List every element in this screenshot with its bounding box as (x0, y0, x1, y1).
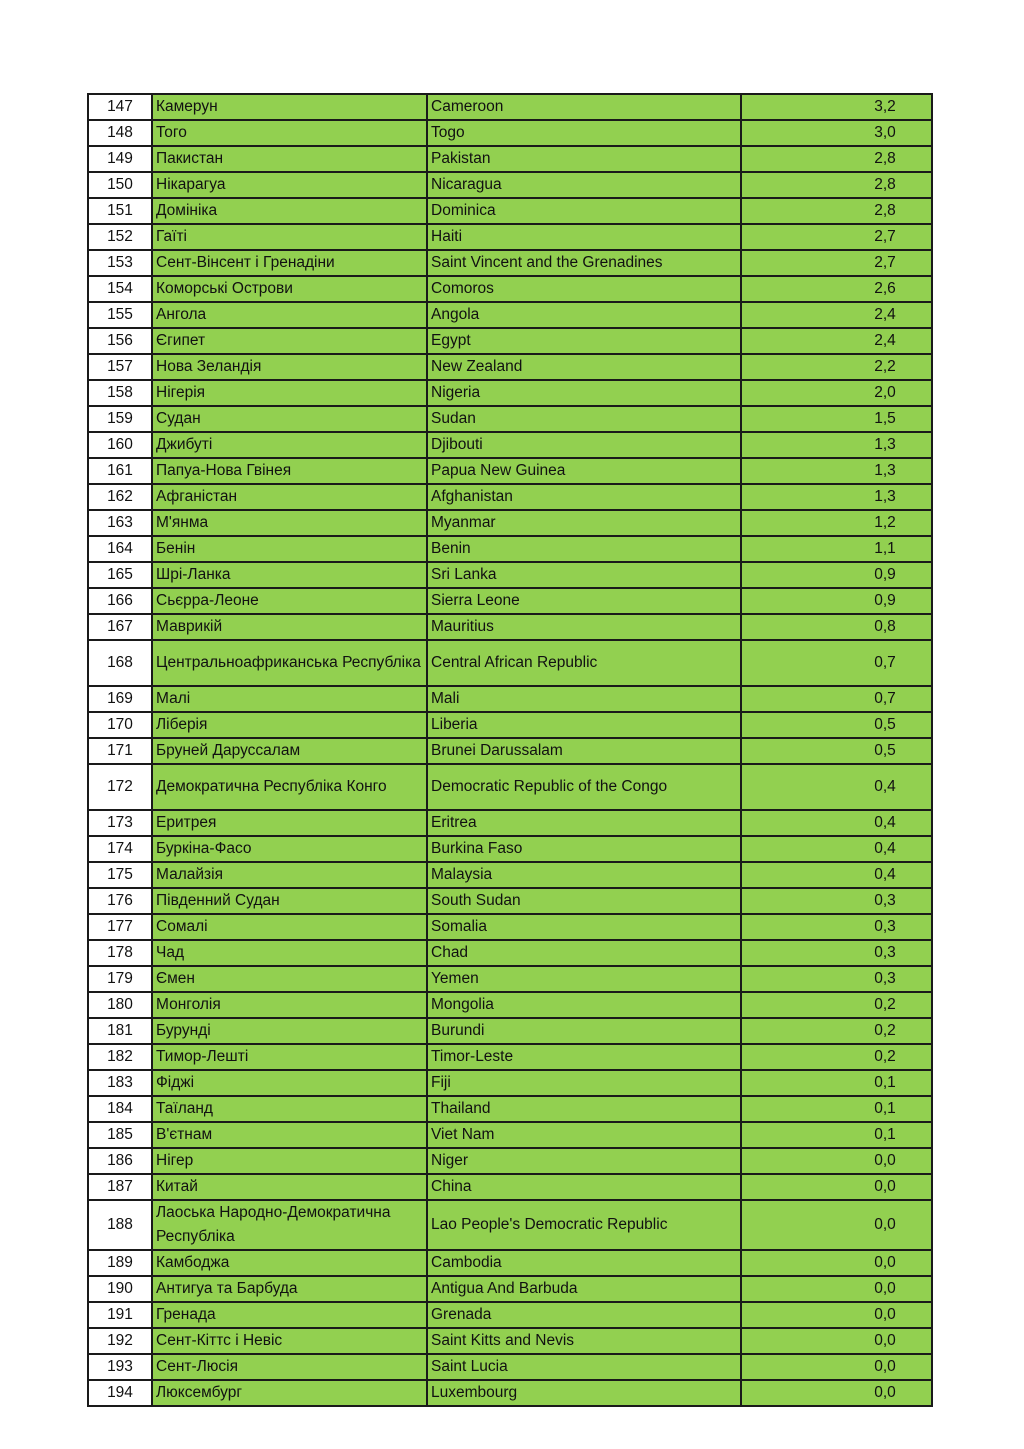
table-row (88, 380, 932, 406)
rank-cell: 184 (88, 1096, 152, 1122)
country-name-ua-cell: Центральноафриканська Республіка (152, 640, 427, 686)
value-cell: 1,5 (741, 406, 932, 432)
table-row (88, 1148, 932, 1174)
country-name-en-cell: Sri Lanka (427, 562, 741, 588)
value-cell: 3,0 (741, 120, 932, 146)
country-name-ua-cell: Сент-Кіттс і Невіс (152, 1328, 427, 1354)
table-row (88, 484, 932, 510)
country-name-en-cell: Myanmar (427, 510, 741, 536)
value-cell: 0,9 (741, 562, 932, 588)
rank-cell: 155 (88, 302, 152, 328)
country-name-en-cell: Mauritius (427, 614, 741, 640)
country-name-en-cell: Saint Lucia (427, 1354, 741, 1380)
value-cell: 2,8 (741, 172, 932, 198)
country-name-en-cell: Burkina Faso (427, 836, 741, 862)
rank-cell: 153 (88, 250, 152, 276)
table-row (88, 458, 932, 484)
table-row (88, 120, 932, 146)
country-name-ua-cell: Монголія (152, 992, 427, 1018)
value-cell: 0,0 (741, 1200, 932, 1250)
table-row (88, 1122, 932, 1148)
country-name-ua-cell: Шрі-Ланка (152, 562, 427, 588)
country-name-en-cell: Benin (427, 536, 741, 562)
rank-cell: 154 (88, 276, 152, 302)
rank-cell: 157 (88, 354, 152, 380)
rank-cell: 151 (88, 198, 152, 224)
value-cell: 2,2 (741, 354, 932, 380)
country-name-en-cell: Democratic Republic of the Congo (427, 764, 741, 810)
value-cell: 0,5 (741, 738, 932, 764)
value-cell: 1,3 (741, 458, 932, 484)
table-row (88, 862, 932, 888)
country-name-ua-cell: Гренада (152, 1302, 427, 1328)
country-name-ua-cell: Еритрея (152, 810, 427, 836)
rank-cell: 150 (88, 172, 152, 198)
value-cell: 1,2 (741, 510, 932, 536)
table-row (88, 686, 932, 712)
table-row (88, 588, 932, 614)
country-name-en-cell: Viet Nam (427, 1122, 741, 1148)
country-name-ua-cell: Китай (152, 1174, 427, 1200)
rank-cell: 192 (88, 1328, 152, 1354)
country-name-en-cell: Haiti (427, 224, 741, 250)
country-name-en-cell: China (427, 1174, 741, 1200)
country-name-en-cell: Nicaragua (427, 172, 741, 198)
country-name-en-cell: Djibouti (427, 432, 741, 458)
country-name-en-cell: Comoros (427, 276, 741, 302)
table-row (88, 1200, 932, 1250)
table-row (88, 1380, 932, 1406)
country-name-ua-cell: Афганістан (152, 484, 427, 510)
table-row (88, 536, 932, 562)
value-cell: 0,3 (741, 966, 932, 992)
country-name-ua-cell: Ємен (152, 966, 427, 992)
value-cell: 1,1 (741, 536, 932, 562)
rank-cell: 188 (88, 1200, 152, 1250)
country-name-en-cell: Brunei Darussalam (427, 738, 741, 764)
table-row (88, 1302, 932, 1328)
country-name-ua-cell: Сьєрра-Леоне (152, 588, 427, 614)
value-cell: 2,4 (741, 302, 932, 328)
value-cell: 0,1 (741, 1096, 932, 1122)
table-row (88, 354, 932, 380)
table-body (88, 94, 932, 1406)
country-name-ua-cell: М'янма (152, 510, 427, 536)
table-row (88, 836, 932, 862)
rank-cell: 152 (88, 224, 152, 250)
table-row (88, 1044, 932, 1070)
value-cell: 0,2 (741, 992, 932, 1018)
rank-cell: 175 (88, 862, 152, 888)
country-name-en-cell: Grenada (427, 1302, 741, 1328)
value-cell: 0,9 (741, 588, 932, 614)
country-name-en-cell: Malaysia (427, 862, 741, 888)
table-row (88, 940, 932, 966)
table-row (88, 432, 932, 458)
table-row (88, 1328, 932, 1354)
value-cell: 0,4 (741, 810, 932, 836)
country-name-en-cell: Mongolia (427, 992, 741, 1018)
value-cell: 2,4 (741, 328, 932, 354)
country-name-ua-cell: Нікарагуа (152, 172, 427, 198)
table-row (88, 172, 932, 198)
country-name-en-cell: Togo (427, 120, 741, 146)
country-name-ua-cell: Нова Зеландія (152, 354, 427, 380)
country-name-en-cell: Egypt (427, 328, 741, 354)
rank-cell: 193 (88, 1354, 152, 1380)
value-cell: 0,7 (741, 686, 932, 712)
value-cell: 0,3 (741, 940, 932, 966)
value-cell: 3,2 (741, 94, 932, 120)
country-name-en-cell: Lao People's Democratic Republic (427, 1200, 741, 1250)
table-row (88, 1174, 932, 1200)
value-cell: 0,0 (741, 1302, 932, 1328)
table-row (88, 764, 932, 810)
country-name-ua-cell: Домініка (152, 198, 427, 224)
country-name-ua-cell: Гаїті (152, 224, 427, 250)
value-cell: 0,4 (741, 862, 932, 888)
country-name-ua-cell: Маврикій (152, 614, 427, 640)
country-name-ua-cell: Коморські Острови (152, 276, 427, 302)
value-cell: 0,4 (741, 836, 932, 862)
country-name-en-cell: Angola (427, 302, 741, 328)
rank-cell: 169 (88, 686, 152, 712)
table-row (88, 1096, 932, 1122)
table-row (88, 1276, 932, 1302)
table-row (88, 738, 932, 764)
rank-cell: 147 (88, 94, 152, 120)
country-name-en-cell: Cambodia (427, 1250, 741, 1276)
rank-cell: 182 (88, 1044, 152, 1070)
rank-cell: 176 (88, 888, 152, 914)
country-name-ua-cell: Сент-Вінсент і Гренадіни (152, 250, 427, 276)
country-name-en-cell: Chad (427, 940, 741, 966)
rank-cell: 173 (88, 810, 152, 836)
rank-cell: 177 (88, 914, 152, 940)
value-cell: 0,0 (741, 1328, 932, 1354)
rank-cell: 171 (88, 738, 152, 764)
rank-cell: 168 (88, 640, 152, 686)
table-row (88, 712, 932, 738)
rank-cell: 181 (88, 1018, 152, 1044)
country-name-en-cell: Thailand (427, 1096, 741, 1122)
country-name-ua-cell: Бурунді (152, 1018, 427, 1044)
country-name-ua-cell: Фіджі (152, 1070, 427, 1096)
table-row (88, 302, 932, 328)
country-name-en-cell: Sierra Leone (427, 588, 741, 614)
country-name-en-cell: Burundi (427, 1018, 741, 1044)
rank-cell: 156 (88, 328, 152, 354)
rank-cell: 189 (88, 1250, 152, 1276)
value-cell: 2,8 (741, 198, 932, 224)
rank-cell: 190 (88, 1276, 152, 1302)
value-cell: 0,0 (741, 1276, 932, 1302)
country-name-en-cell: Timor-Leste (427, 1044, 741, 1070)
country-name-en-cell: Liberia (427, 712, 741, 738)
rank-cell: 167 (88, 614, 152, 640)
country-name-en-cell: Pakistan (427, 146, 741, 172)
rank-cell: 149 (88, 146, 152, 172)
table-row (88, 94, 932, 120)
country-name-ua-cell: Чад (152, 940, 427, 966)
value-cell: 1,3 (741, 484, 932, 510)
country-name-ua-cell: Того (152, 120, 427, 146)
country-name-en-cell: Niger (427, 1148, 741, 1174)
rank-cell: 160 (88, 432, 152, 458)
value-cell: 2,0 (741, 380, 932, 406)
rank-cell: 194 (88, 1380, 152, 1406)
country-name-en-cell: Dominica (427, 198, 741, 224)
table-row (88, 250, 932, 276)
table-row (88, 1354, 932, 1380)
rank-cell: 161 (88, 458, 152, 484)
value-cell: 0,3 (741, 888, 932, 914)
country-name-ua-cell: Сомалі (152, 914, 427, 940)
country-name-ua-cell: Пакистан (152, 146, 427, 172)
rank-cell: 166 (88, 588, 152, 614)
rank-cell: 163 (88, 510, 152, 536)
rank-cell: 187 (88, 1174, 152, 1200)
table-row (88, 510, 932, 536)
rank-cell: 191 (88, 1302, 152, 1328)
country-name-ua-cell: Камерун (152, 94, 427, 120)
table-row (88, 914, 932, 940)
country-name-en-cell: Antigua And Barbuda (427, 1276, 741, 1302)
country-name-en-cell: Yemen (427, 966, 741, 992)
value-cell: 0,0 (741, 1148, 932, 1174)
table-row (88, 198, 932, 224)
country-name-ua-cell: Малайзія (152, 862, 427, 888)
country-name-ua-cell: Нігер (152, 1148, 427, 1174)
value-cell: 2,8 (741, 146, 932, 172)
country-name-ua-cell: Тимор-Лешті (152, 1044, 427, 1070)
value-cell: 0,4 (741, 764, 932, 810)
country-name-en-cell: Central African Republic (427, 640, 741, 686)
rank-cell: 164 (88, 536, 152, 562)
value-cell: 0,0 (741, 1174, 932, 1200)
value-cell: 2,6 (741, 276, 932, 302)
country-name-ua-cell: Джибуті (152, 432, 427, 458)
country-name-ua-cell: Лаоська Народно-Демократична Республіка (152, 1200, 427, 1250)
country-name-en-cell: Cameroon (427, 94, 741, 120)
value-cell: 0,0 (741, 1380, 932, 1406)
table-row (88, 614, 932, 640)
country-name-ua-cell: Ліберія (152, 712, 427, 738)
value-cell: 2,7 (741, 224, 932, 250)
table-row (88, 562, 932, 588)
rank-cell: 165 (88, 562, 152, 588)
country-name-en-cell: Sudan (427, 406, 741, 432)
value-cell: 0,2 (741, 1018, 932, 1044)
country-name-en-cell: Papua New Guinea (427, 458, 741, 484)
country-name-ua-cell: Малі (152, 686, 427, 712)
country-name-ua-cell: Бенін (152, 536, 427, 562)
table-row (88, 224, 932, 250)
country-name-ua-cell: Таїланд (152, 1096, 427, 1122)
country-name-ua-cell: Ангола (152, 302, 427, 328)
country-name-ua-cell: Камбоджа (152, 1250, 427, 1276)
rank-cell: 148 (88, 120, 152, 146)
table-row (88, 406, 932, 432)
country-name-en-cell: Fiji (427, 1070, 741, 1096)
value-cell: 2,7 (741, 250, 932, 276)
country-name-en-cell: Somalia (427, 914, 741, 940)
country-name-ua-cell: Люксембург (152, 1380, 427, 1406)
country-name-ua-cell: Бруней Даруссалам (152, 738, 427, 764)
table-row (88, 1250, 932, 1276)
country-name-en-cell: South Sudan (427, 888, 741, 914)
table-row (88, 966, 932, 992)
country-name-ua-cell: Сент-Люсія (152, 1354, 427, 1380)
country-name-en-cell: Afghanistan (427, 484, 741, 510)
country-name-en-cell: Eritrea (427, 810, 741, 836)
country-name-ua-cell: Папуа-Нова Гвінея (152, 458, 427, 484)
value-cell: 0,1 (741, 1122, 932, 1148)
rank-cell: 180 (88, 992, 152, 1018)
value-cell: 0,5 (741, 712, 932, 738)
value-cell: 0,1 (741, 1070, 932, 1096)
country-name-ua-cell: Єгипет (152, 328, 427, 354)
table-row (88, 1018, 932, 1044)
rank-cell: 170 (88, 712, 152, 738)
country-name-ua-cell: Антигуа та Барбуда (152, 1276, 427, 1302)
rank-cell: 179 (88, 966, 152, 992)
value-cell: 0,7 (741, 640, 932, 686)
value-cell: 0,3 (741, 914, 932, 940)
rank-cell: 186 (88, 1148, 152, 1174)
country-name-en-cell: Luxembourg (427, 1380, 741, 1406)
table-row (88, 1070, 932, 1096)
table-row (88, 810, 932, 836)
country-name-en-cell: Saint Vincent and the Grenadines (427, 250, 741, 276)
country-name-en-cell: Mali (427, 686, 741, 712)
rank-cell: 183 (88, 1070, 152, 1096)
value-cell: 0,0 (741, 1250, 932, 1276)
country-name-en-cell: Nigeria (427, 380, 741, 406)
country-name-ua-cell: Нігерія (152, 380, 427, 406)
country-name-ua-cell: Південний Судан (152, 888, 427, 914)
table-row (88, 992, 932, 1018)
rank-cell: 159 (88, 406, 152, 432)
rank-cell: 172 (88, 764, 152, 810)
table-row (88, 328, 932, 354)
rank-cell: 178 (88, 940, 152, 966)
rank-cell: 162 (88, 484, 152, 510)
country-name-ua-cell: Демократична Республіка Конго (152, 764, 427, 810)
country-name-en-cell: New Zealand (427, 354, 741, 380)
table-row (88, 640, 932, 686)
rank-cell: 158 (88, 380, 152, 406)
rank-cell: 174 (88, 836, 152, 862)
country-name-ua-cell: Буркіна-Фасо (152, 836, 427, 862)
value-cell: 0,2 (741, 1044, 932, 1070)
value-cell: 1,3 (741, 432, 932, 458)
table-row (88, 146, 932, 172)
country-name-ua-cell: В'єтнам (152, 1122, 427, 1148)
value-cell: 0,0 (741, 1354, 932, 1380)
country-table (87, 93, 933, 1407)
country-name-ua-cell: Судан (152, 406, 427, 432)
value-cell: 0,8 (741, 614, 932, 640)
table-row (88, 888, 932, 914)
table-row (88, 276, 932, 302)
rank-cell: 185 (88, 1122, 152, 1148)
country-name-en-cell: Saint Kitts and Nevis (427, 1328, 741, 1354)
